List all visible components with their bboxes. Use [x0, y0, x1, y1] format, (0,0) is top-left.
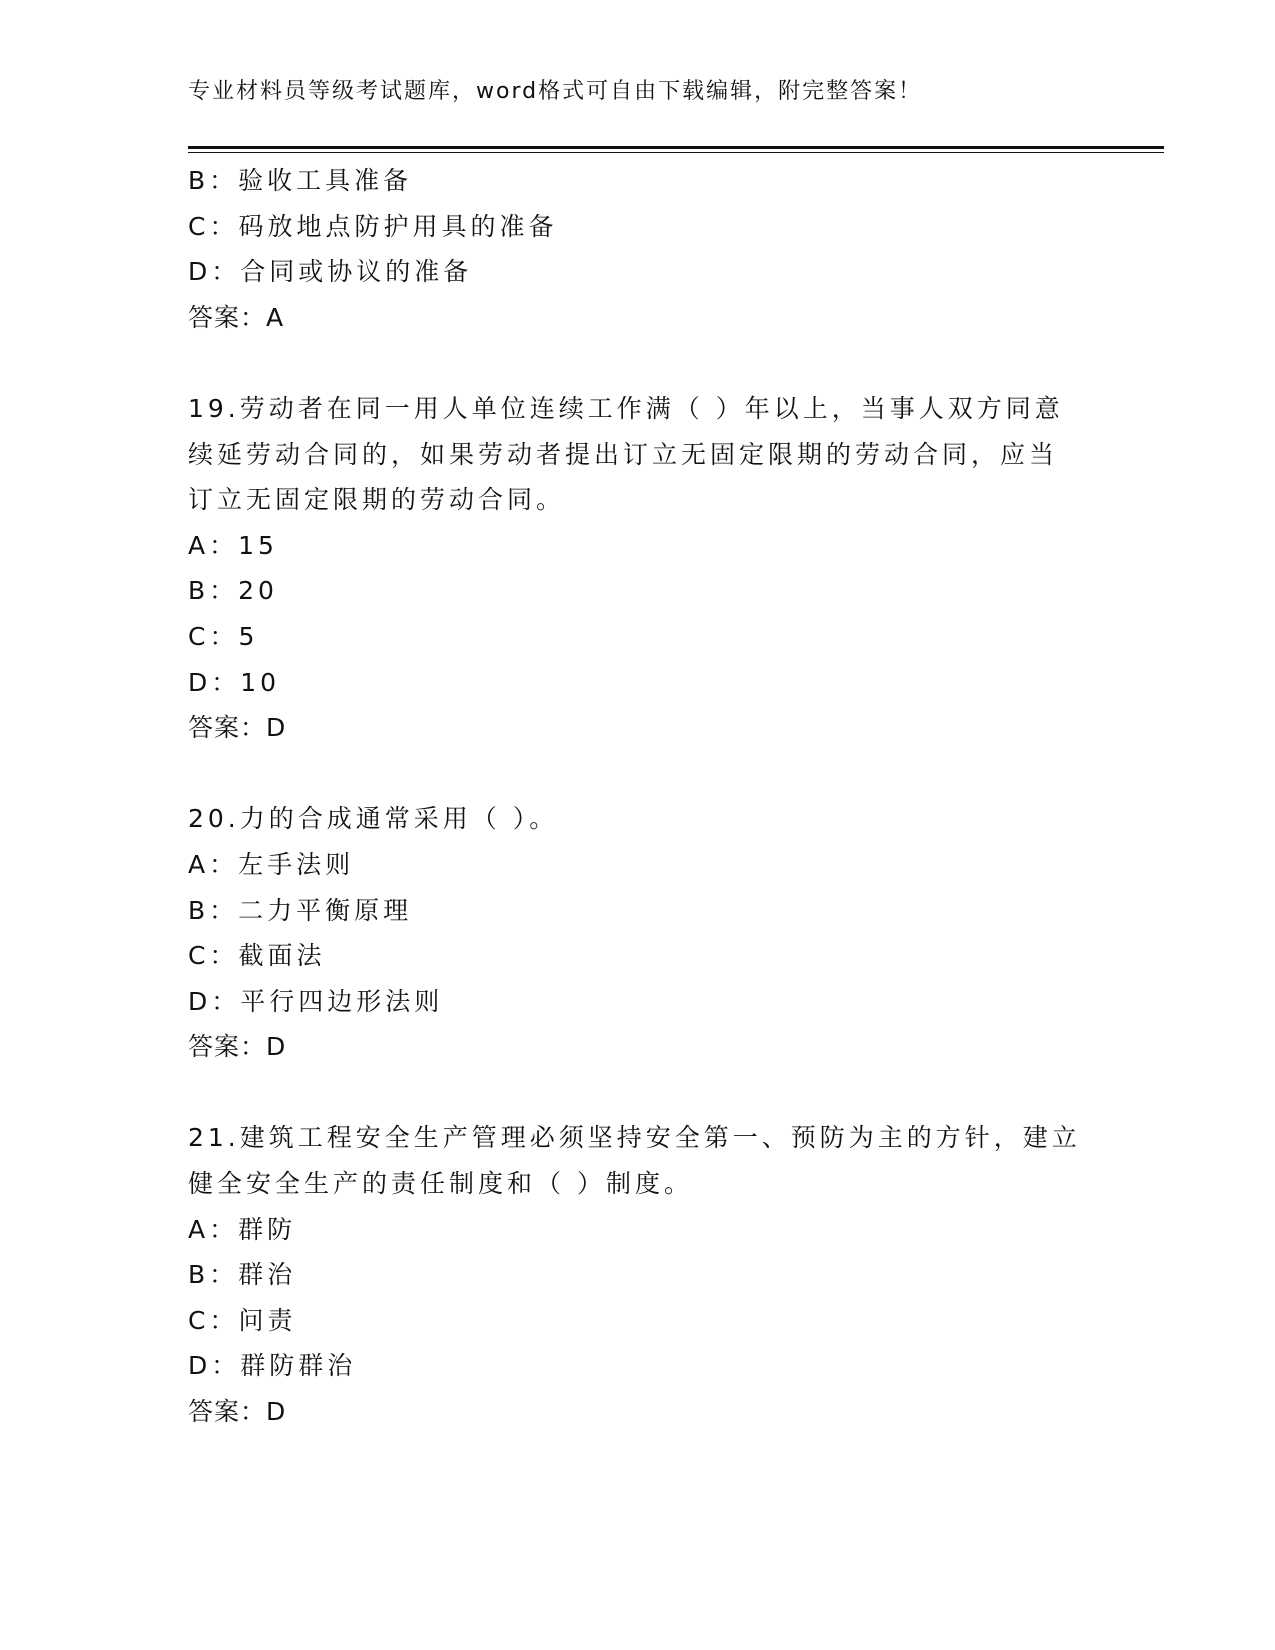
answer: 答案：A: [188, 302, 285, 332]
question-stem: 19.劳动者在同一用人单位连续工作满（ ）年以上，当事人双方同意: [188, 393, 1064, 423]
option-b: B：20: [188, 576, 278, 606]
option-b: B：验收工具准备: [188, 166, 413, 195]
spacer: [188, 751, 1088, 797]
spacer: [188, 1070, 1088, 1116]
question-stem: 21.建筑工程安全生产管理必须坚持安全第一、预防为主的方针，建立: [188, 1123, 1081, 1153]
spacer: [188, 340, 1088, 386]
question-stem: 订立无固定限期的劳动合同。: [188, 485, 566, 515]
question-20: [188, 796, 1088, 1070]
option-b: B：群治: [188, 1260, 297, 1290]
option-c: C：问责: [188, 1305, 297, 1335]
option-b: B：二力平衡原理: [188, 895, 413, 925]
question-stem: 健全安全生产的责任制度和（ ）制度。: [188, 1169, 693, 1199]
answer: 答案：D: [188, 1397, 287, 1427]
option-c: C：5: [188, 621, 259, 651]
question-19: [188, 386, 1088, 751]
option-d: D：群防群治: [188, 1351, 357, 1381]
option-d: D：合同或协议的准备: [188, 257, 473, 287]
question-stem: 续延劳动合同的，如果劳动者提出订立无固定限期的劳动合同，应当: [188, 439, 1059, 469]
option-a: A：群防: [188, 1214, 297, 1244]
option-a: A：左手法则: [188, 849, 355, 879]
option-d: D：10: [188, 667, 281, 697]
header-rule-thin: [188, 152, 1164, 153]
option-c: C：码放地点防护用具的准备: [188, 211, 558, 241]
option-a: A：15: [188, 530, 278, 560]
answer: 答案：D: [188, 713, 287, 743]
prev-question-tail: [188, 158, 1088, 340]
header-rule-thick: [188, 146, 1164, 149]
answer: 答案：D: [188, 1032, 287, 1062]
document-body: [188, 158, 1088, 1435]
question-21: [188, 1115, 1088, 1434]
option-d: D：平行四边形法则: [188, 986, 444, 1016]
option-c: C：截面法: [188, 941, 326, 971]
page-header: 专业材料员等级考试题库，word格式可自由下载编辑，附完整答案！: [188, 79, 923, 104]
question-stem: 20.力的合成通常采用（ ）。: [188, 804, 559, 834]
